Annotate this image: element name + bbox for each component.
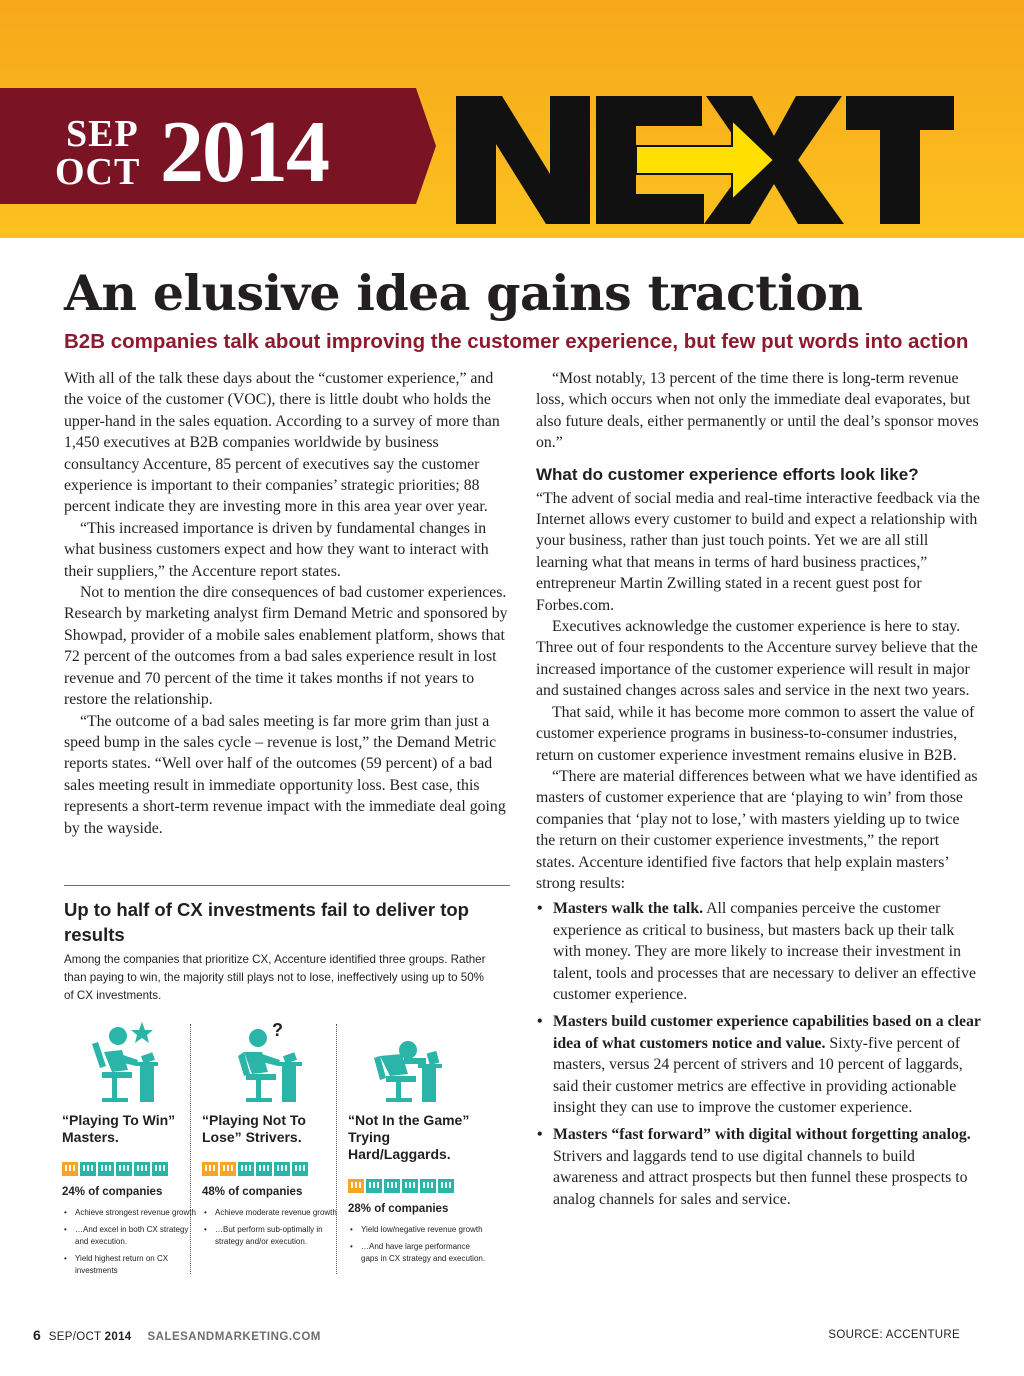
building-icon — [274, 1162, 290, 1176]
site-link[interactable]: SALESANDMARKETING.COM — [147, 1331, 321, 1343]
building-icon — [384, 1179, 400, 1193]
group-title: “Playing Not To Lose” Strivers. — [202, 1112, 306, 1145]
factor-item — [536, 1124, 982, 1210]
building-icon — [152, 1162, 168, 1176]
person-star-icon — [82, 1022, 162, 1106]
group-point: • Achieve strongest revenue growth — [62, 1207, 202, 1218]
building-icon — [116, 1162, 132, 1176]
group-point: • …And have large performance gaps in CX strategy and execution. — [348, 1241, 488, 1264]
factor-item — [536, 1011, 982, 1118]
building-icon — [438, 1179, 454, 1193]
body-paragraph: That said, while it has become more common to assert the value of customer experience programs in business-to-consumer industries, return on customer experience investment remains elusive in B2B. — [536, 703, 975, 764]
building-icon-highlight — [202, 1162, 218, 1176]
building-icon — [366, 1179, 382, 1193]
group-points — [62, 1207, 202, 1276]
group-points — [348, 1224, 488, 1264]
body-paragraph: “The advent of social media and real-time interactive feedback via the Internet allows every customer to build and expect a relationship with your business, rather than just touch points. Yet we are all still learning what that means in terms of hard business practices,” entrepreneur Martin Zwilling stated in a recent guest post for Forbes.com. — [536, 489, 980, 614]
group-point: • Yield low/negative revenue growth — [348, 1224, 488, 1235]
factor-list — [536, 898, 982, 1210]
svg-text:?: ? — [272, 1022, 283, 1040]
group-title: “Not In the Game” Trying Hard/Laggards. — [348, 1112, 470, 1162]
group-divider — [336, 1024, 337, 1274]
group-share: 48% of companies — [202, 1186, 303, 1198]
source-credit: SOURCE: ACCENTURE — [828, 1329, 960, 1341]
building-icon — [420, 1179, 436, 1193]
issue-month-oct: OCT — [55, 151, 141, 193]
building-icon — [134, 1162, 150, 1176]
building-icon — [238, 1162, 254, 1176]
factor-text: Sixty-five percent of masters, versus 24 percent of strivers and 10 percent of laggards, said their customer metrics are effective in providing actionable insight they can use to improve the customer experience. — [553, 1034, 963, 1116]
article-headline: An elusive idea gains traction — [64, 264, 863, 322]
issue-prefix: SEP/OCT — [48, 1331, 105, 1343]
sidebar-intro: Among the companies that prioritize CX, Accenture identified three groups. Rather than paying to win, the majority still plays not to lose, ineffectively using up to 50% of CX investments. — [64, 953, 486, 1002]
section-subhead: What do customer experience efforts look like? — [536, 464, 919, 484]
group-share: 24% of companies — [62, 1186, 163, 1198]
date-band-chevron — [396, 88, 440, 204]
group-points — [202, 1207, 342, 1247]
issue-year: 2014 — [160, 104, 328, 201]
building-icon-highlight — [348, 1179, 364, 1193]
group-masters — [62, 1022, 202, 1282]
next-section-word: NEXT — [456, 86, 459, 87]
issue-banner — [0, 0, 1024, 238]
group-title: “Playing To Win” Masters. — [62, 1112, 176, 1145]
group-divider — [190, 1024, 191, 1274]
building-icon — [256, 1162, 272, 1176]
building-icon — [402, 1179, 418, 1193]
factor-text: All companies perceive the customer experience as critical to business, but masters back up their talk with money. They are more likely to increase their investment in talent, tools and processes that are necessary to deliver an effective customer experience. — [553, 900, 976, 1003]
factor-lead: Masters walk the talk. — [553, 900, 704, 918]
building-icon-highlight — [220, 1162, 236, 1176]
factor-item — [536, 898, 982, 1005]
building-icon — [80, 1162, 96, 1176]
building-icon — [292, 1162, 308, 1176]
sidebar-title: Up to half of CX investments fail to deliver top results — [64, 899, 469, 945]
group-point: • Yield highest return on CX investments — [62, 1253, 202, 1276]
issue-date — [49, 1331, 132, 1343]
person-question-icon — [228, 1022, 308, 1106]
body-paragraph: Not to mention the dire consequences of bad customer experiences. Research by marketing analyst firm Demand Metric and sponsored by Showpad, provider of a mobile sales enablement platform, shows that 72 percent of the outcomes from a bad sales experience result in lost revenue and 70 percent of the time it takes months if not years to restore the relationship. — [64, 584, 508, 709]
article-column-right — [536, 368, 982, 1216]
body-paragraph: “There are material differences between what we have identified as masters of customer experience that are ‘playing to win’ from those companies that ‘play not to lose,’ with masters yielding up to twice the return on their customer experience investments,” the report states. Accenture identified five factors that help explain masters’ strong results: — [536, 767, 978, 892]
group-laggards — [348, 1022, 488, 1270]
group-point: • …And excel in both CX strategy and execution. — [62, 1224, 202, 1247]
group-share: 28% of companies — [348, 1203, 449, 1215]
factor-lead: Masters “fast forward” with digital without forgetting analog. — [553, 1126, 971, 1144]
article-column-left — [64, 368, 512, 839]
group-point: • Achieve moderate revenue growth — [202, 1207, 342, 1218]
page-footer — [33, 1328, 321, 1344]
factor-lead: Masters build customer experience capabilities based on a clear idea of what customers notice and value. — [553, 1013, 981, 1052]
page-number: 6 — [33, 1327, 41, 1343]
body-paragraph: “This increased importance is driven by fundamental changes in what business customers expect and how they want to interact with their suppliers,” the Accenture report states. — [64, 519, 489, 580]
article-deck: B2B companies talk about improving the customer experience, but few put words into action — [64, 330, 969, 353]
body-paragraph: “Most notably, 13 percent of the time there is long-term revenue loss, which occurs when not only the immediate deal evaporates, but also future deals, either permanently or until the deal’s sponsor moves on.” — [536, 370, 979, 452]
person-slumped-icon — [368, 1022, 448, 1106]
group-strivers — [202, 1022, 342, 1253]
group-point: • …But perform sub-optimally in strategy and/or execution. — [202, 1224, 342, 1247]
building-icon-highlight — [62, 1162, 78, 1176]
share-buildings — [202, 1160, 342, 1176]
body-paragraph: Executives acknowledge the customer experience is here to stay. Three out of four respondents to the Accenture survey believe that the increased importance of the customer experience will result in major and sustained changes across sales and service in the next two years. — [536, 618, 978, 700]
sidebar-rule — [64, 885, 510, 886]
issue-year-footer: 2014 — [104, 1331, 132, 1343]
building-icon — [98, 1162, 114, 1176]
issue-month-sep: SEP — [66, 113, 139, 155]
factor-text: Strivers and laggards tend to use digital channels to build awareness and attract prospects but then funnel these prospects to analog channels for sales and service. — [553, 1147, 968, 1208]
share-buildings — [348, 1177, 488, 1193]
body-paragraph: With all of the talk these days about the “customer experience,” and the voice of the customer (VOC), there is little doubt who holds the upper-hand in the sales equation. According to a survey of more than 1,450 executives at B2B companies worldwide by business consultancy Accenture, 85 percent of executives say the customer experience is important to their companies’ strategic priorities; 88 percent indicate they are investing more in this area year over year. — [64, 370, 500, 516]
next-section-logo — [456, 86, 956, 226]
body-paragraph: “The outcome of a bad sales meeting is far more grim than just a speed bump in the sales cycle – revenue is lost,” the Demand Metric reports states. “Well over half of the outcomes (59 percent) of a bad sales meeting result in immediate opportunity loss. Best case, this represents a short-term revenue impact with the immediate deal going by the wayside. — [64, 712, 506, 837]
share-buildings — [62, 1160, 202, 1176]
